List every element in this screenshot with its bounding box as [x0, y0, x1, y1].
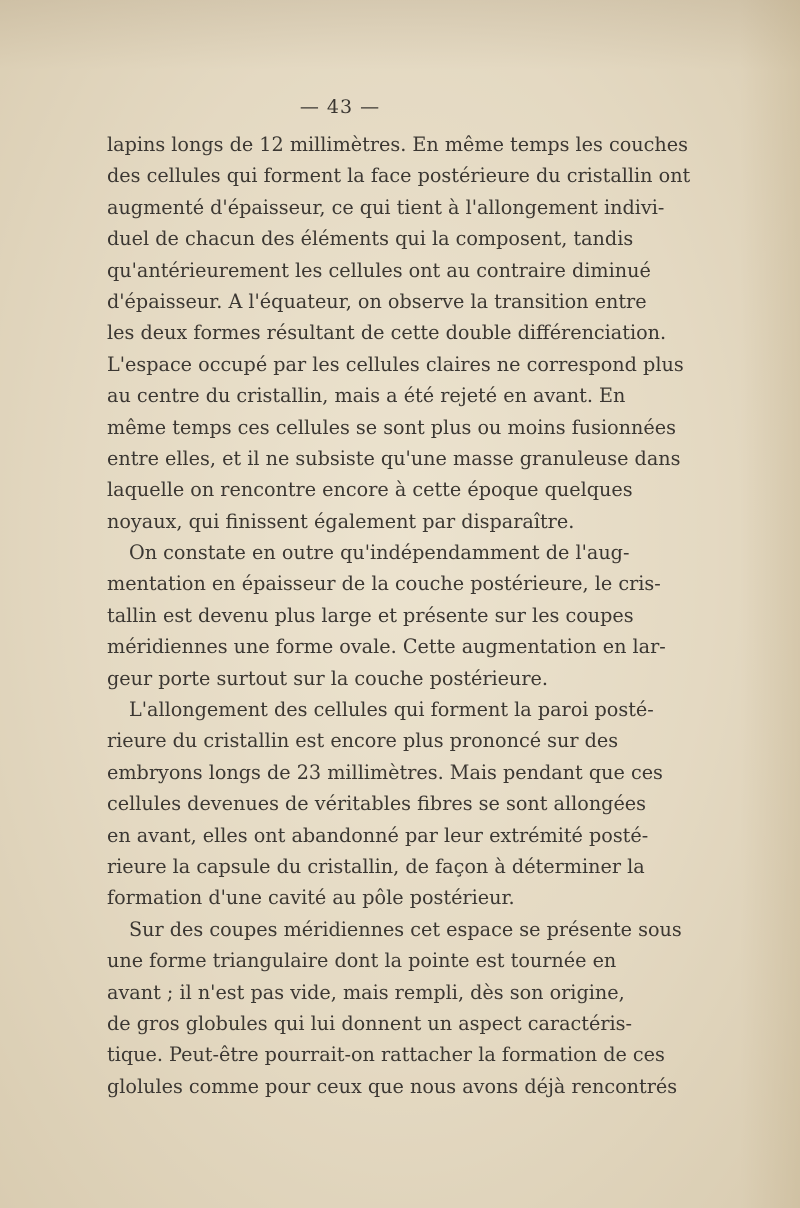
text-line: lapins longs de 12 millimètres. En même temps les couches	[107, 133, 688, 156]
text-line: au centre du cristallin, mais a été rejeté en avant. En	[107, 384, 626, 408]
text-line: laquelle on rencontre encore à cette époque quelques	[107, 478, 633, 502]
text-line: entre elles, et il ne subsiste qu'une masse granuleuse dans	[107, 446, 681, 470]
text-line: même temps ces cellules se sont plus ou moins fusionnées	[107, 415, 676, 439]
body-text	[107, 129, 691, 1102]
paragraph-start-line: On constate en outre qu'indépendamment de l'aug-	[129, 541, 630, 565]
text-line: rieure du cristallin est encore plus prononcé sur des	[107, 729, 619, 753]
text-line: tallin est devenu plus large et présente sur les coupes	[107, 603, 634, 627]
text-line: avant ; il n'est pas vide, mais rempli, dès son origine,	[107, 980, 625, 1004]
text-line: une forme triangulaire dont la pointe est tournée en	[107, 949, 617, 973]
text-line: des cellules qui forment la face postérieure du cristallin ont	[107, 164, 691, 188]
text-line: glolules comme pour ceux que nous avons déjà rencontrés	[107, 1074, 678, 1098]
text-line: cellules devenues de véritables fibres se sont allongées	[107, 792, 647, 816]
text-line: embryons longs de 23 millimètres. Mais pendant que ces	[107, 760, 663, 784]
text-line: tique. Peut-être pourrait-on rattacher la formation de ces	[107, 1043, 665, 1067]
page-number: — 43 —	[299, 96, 381, 118]
text-line: geur porte surtout sur la couche postérieure.	[107, 666, 549, 690]
text-line: noyaux, qui finissent également par disparaître.	[107, 509, 575, 533]
paragraph-start-line: L'allongement des cellules qui forment la paroi posté-	[129, 698, 654, 722]
text-line: en avant, elles ont abandonné par leur extrémité posté-	[107, 823, 649, 847]
text-line: duel de chacun des éléments qui la composent, tandis	[107, 227, 634, 251]
paragraph-start-line: Sur des coupes méridiennes cet espace se présente sous	[129, 917, 682, 941]
text-line: qu'antérieurement les cellules ont au contraire diminué	[107, 258, 651, 282]
text-line: rieure la capsule du cristallin, de façon à déterminer la	[107, 854, 645, 878]
text-line: formation d'une cavité au pôle postérieur.	[107, 886, 515, 910]
text-line: d'épaisseur. A l'équateur, on observe la transition entre	[107, 289, 647, 313]
text-line: de gros globules qui lui donnent un aspect caractéris-	[107, 1011, 632, 1035]
text-line: méridiennes une forme ovale. Cette augmentation en lar-	[107, 635, 666, 659]
text-line: les deux formes résultant de cette double différenciation.	[107, 321, 667, 345]
text-line: L'espace occupé par les cellules claires ne correspond plus	[107, 352, 684, 376]
text-line: mentation en épaisseur de la couche postérieure, le cris-	[107, 572, 661, 596]
text-line: augmenté d'épaisseur, ce qui tient à l'allongement indivi-	[107, 195, 665, 219]
